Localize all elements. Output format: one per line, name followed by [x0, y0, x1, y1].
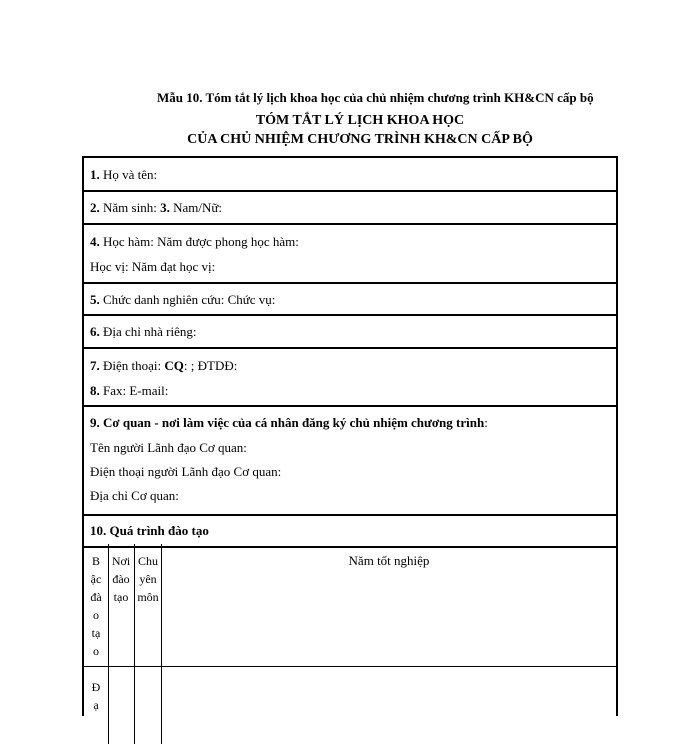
form-template-label: Mẫu 10. Tóm tắt lý lịch khoa học của chủ nhiệm chương trình KH&CN cấp bộ — [157, 90, 594, 105]
edu-header-divider — [84, 666, 616, 667]
phone-label: 7. Điện thoại: CQ: ; ĐTDĐ: — [90, 358, 238, 373]
row-contact — [84, 349, 616, 407]
workplace-leader-phone-label: Điện thoại người Lãnh đạo Cơ quan: — [90, 464, 282, 479]
academic-title-label: 4. Học hàm: Năm được phong học hàm: — [90, 234, 299, 249]
document-subtitle: CỦA CHỦ NHIỆM CHƯƠNG TRÌNH KH&CN CẤP BỘ — [187, 132, 533, 147]
edu-header-major: Chu yên môn — [137, 554, 159, 604]
edu-header-institution: Nơi đào tạo — [111, 554, 131, 604]
row-birth-gender — [84, 192, 616, 225]
education-table — [84, 544, 616, 744]
row-workplace — [84, 407, 616, 516]
position-label: 5. Chức danh nghiên cứu: Chức vụ: — [90, 292, 276, 307]
row-academic-title — [84, 225, 616, 284]
edu-header-level: B ậc đà o tạ o — [90, 554, 102, 658]
workplace-heading: 9. Cơ quan - nơi làm việc của cá nhân đăng ký chủ nhiệm chương trình: — [90, 415, 488, 430]
birth-gender-label: 2. Năm sinh: 3. Nam/Nữ: — [90, 200, 222, 215]
row-full-name — [84, 158, 616, 192]
edu-row-level-cell: Đ ạ — [91, 680, 101, 712]
document-title: TÓM TẮT LÝ LỊCH KHOA HỌC — [255, 113, 465, 128]
degree-label: Học vị: Năm đạt học vị: — [90, 259, 216, 274]
fax-email-label: 8. Fax: E-mail: — [90, 383, 169, 398]
workplace-address-label: Địa chỉ Cơ quan: — [90, 488, 179, 503]
row-position — [84, 284, 616, 316]
home-address-label: 6. Địa chỉ nhà riêng: — [90, 324, 197, 339]
workplace-leader-label: Tên người Lãnh đạo Cơ quan: — [90, 440, 247, 455]
full-name-label: 1. Họ và tên: — [90, 167, 158, 182]
row-home-address — [84, 316, 616, 349]
edu-header-graduation-year: Năm tốt nghiệp — [348, 553, 430, 568]
cv-form-table — [82, 156, 618, 716]
education-heading: 10. Quá trình đào tạo — [90, 523, 209, 538]
